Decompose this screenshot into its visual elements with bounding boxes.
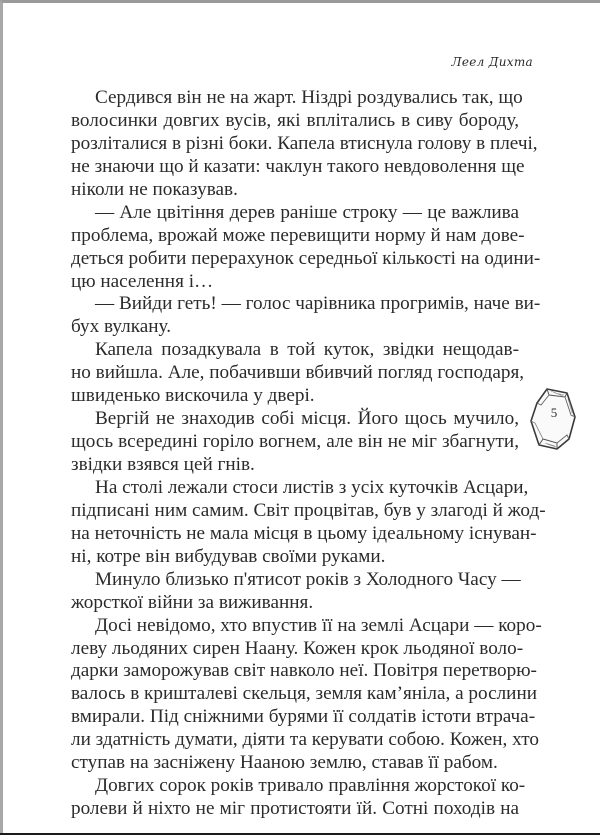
text-line: ні, котре він вибудував своїми руками. (71, 545, 386, 567)
text-line: Довгих сорок років тривало правління жорстокої ко- (95, 775, 526, 797)
paragraph (71, 408, 519, 477)
text-line: но вийшла. Але, побачивши вбивчий погляд господаря, (71, 362, 525, 384)
text-line: валось в кришталеві скельця, земля кам’яніла, а рослини (71, 683, 537, 705)
text-line: вмирали. Під сніжними бурями її солдатів істоти втрача- (71, 706, 536, 728)
paragraph (71, 293, 541, 339)
text-line: Досі невідомо, хто впустив її на землі Асцари — коро- (95, 614, 542, 636)
paragraph (71, 339, 525, 408)
text-line: проблема, врожай може перевищити норму й нам дове- (71, 224, 525, 246)
text-line: дарки заморожував світ навколо неї. Повітря перетворю- (71, 660, 537, 682)
paragraph (71, 476, 546, 569)
text-line: леву льодяних сирен Наану. Кожен крок льодяної воло- (71, 637, 524, 659)
text-line: — Вийди геть! — голос чарівника прогримів, наче ви- (95, 293, 541, 315)
page-number-marker (527, 385, 581, 453)
text-line: — Але цвітіння дерев раніше строку — це важлива (95, 201, 519, 223)
paragraph (71, 201, 541, 294)
text-line: підписані ним самим. Світ процвітав, був у злагоді й жод- (71, 499, 546, 521)
running-header: Леел Дихта (451, 55, 533, 69)
text-line: ролеви й ніхто не міг протистояти їй. Сотні походів на (71, 798, 519, 820)
text-line: цю населення і… (71, 270, 214, 292)
text-line: на неточність не мала місця в цьому ідеальному існуван- (71, 522, 537, 544)
paragraph (71, 569, 519, 615)
text-line: звідки взявся цей гнів. (71, 454, 255, 475)
text-line: ли здатність думати, діяти та керувати собою. Кожен, хто (71, 729, 539, 751)
text-line: ніколи не показував. (71, 178, 238, 200)
text-line: Вергій не знаходив собі місця. Його щось мучило, (95, 408, 519, 430)
text-line: щось всередині горіло вогнем, але він не міг збагнути, (71, 431, 519, 453)
text-line: бух вулкану. (71, 316, 172, 338)
text-line: Капела позадкувала в той куток, звідки нещодав- (95, 339, 519, 361)
text-line: швиденько вискочила у двері. (71, 385, 315, 407)
text-line: На столі лежали стоси листів з усіх куточків Асцари, (95, 476, 529, 498)
page-number: 5 (550, 405, 558, 420)
text-line: Минуло близько п'ятисот років з Холодного Часу — (95, 568, 521, 590)
text-line: ступав на засніжену Нааною землю, ставав її рабом. (71, 752, 498, 774)
text-line: не знаючи що й казати: чаклун такого невдоволення ще (71, 155, 525, 177)
text-line: жорсткої війни за виживання. (71, 591, 314, 613)
text-line: деться робити перерахунок середньої кількості на одини- (71, 247, 541, 269)
text-line: розліталися в різні боки. Капела втиснула голову в плечі, (71, 132, 538, 154)
body-text (71, 87, 546, 821)
paragraph (71, 87, 538, 202)
text-line: волосинки довгих вусів, які вплітались в сиву бороду, (71, 109, 519, 131)
paragraph (71, 614, 542, 776)
paragraph (71, 775, 526, 821)
text-line: Сердився він не на жарт. Ніздрі роздувались так, що (95, 87, 523, 108)
